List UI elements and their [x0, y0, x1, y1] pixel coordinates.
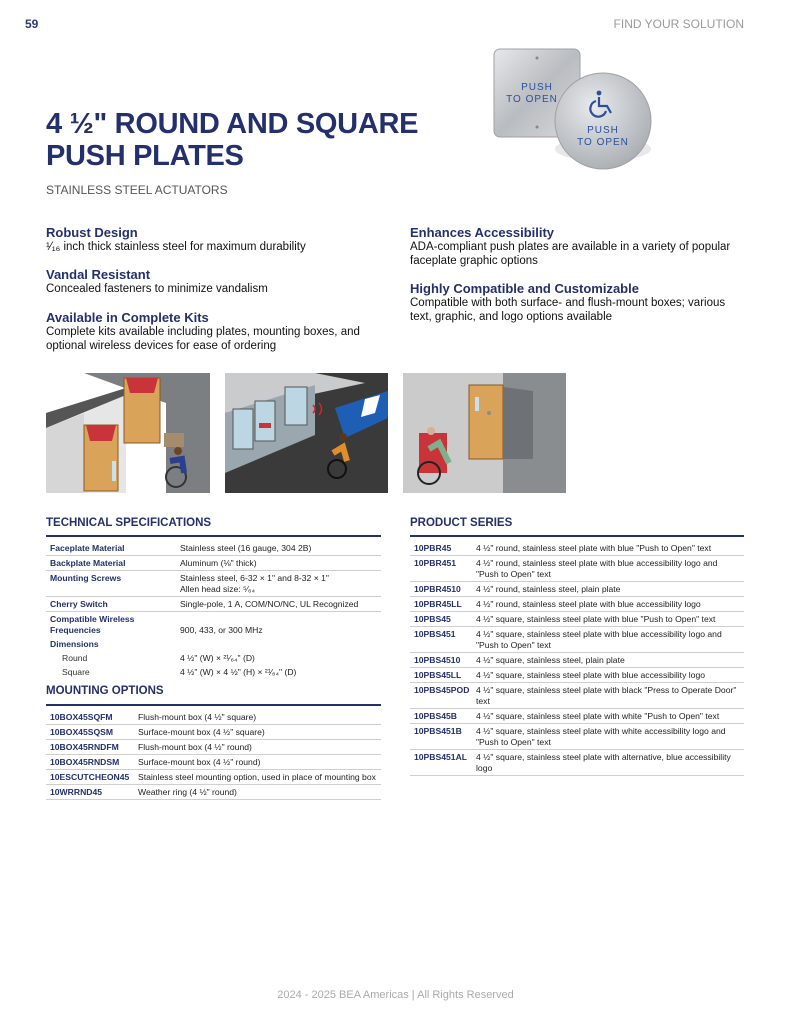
tech-specs-rule [46, 535, 381, 537]
mounting-options-heading: MOUNTING OPTIONS [46, 685, 164, 697]
product-series-heading: PRODUCT SERIES [410, 517, 513, 529]
part-description: 4 ½" round, stainless steel plate with blue accessibility logo and [476, 558, 718, 568]
table-row [46, 651, 381, 665]
table-row [410, 582, 744, 597]
spec-value-2: 900, 433, or 300 MHz [180, 625, 263, 635]
spec-key: Backplate Material [50, 558, 126, 568]
table-row [46, 785, 381, 800]
push-plate-product-image [490, 46, 660, 171]
feature-heading: Vandal Resistant [46, 267, 151, 282]
product-series-rule [410, 535, 744, 537]
feature-heading: Highly Compatible and Customizable [410, 281, 639, 296]
part-number: 10PBS45POD [414, 685, 470, 695]
part-number: 10BOX45SQSM [50, 727, 114, 737]
table-row [410, 709, 744, 724]
part-description: Surface-mount box (4 ½" round) [138, 757, 261, 767]
feature-body: ¹⁄₁₆ inch thick stainless steel for maximum durability [46, 241, 306, 253]
table-row [410, 683, 744, 709]
table-row [410, 668, 744, 683]
spec-key: Square [62, 667, 90, 677]
table-row [46, 770, 381, 785]
table-row [410, 556, 744, 582]
part-description: 4 ½" square, stainless steel plate with blue accessibility logo and [476, 629, 722, 639]
illustration-door-wheelchair-1 [46, 373, 210, 493]
page-title [46, 108, 426, 172]
part-number: 10PBR45 [414, 543, 452, 553]
feature-compatible-customizable [410, 281, 750, 324]
feature-body: Concealed fasteners to minimize vandalism [46, 283, 268, 295]
part-description: 4 ½" square, stainless steel plate with white accessibility logo and [476, 726, 726, 736]
table-row [410, 724, 744, 750]
page-title-line-1: 4 ½" ROUND AND SQUARE [46, 108, 419, 140]
part-description: Flush-mount box (4 ½" square) [138, 712, 257, 722]
part-description: 4 ½" square, stainless steel plate with blue accessibility logo [476, 670, 705, 680]
table-row [46, 556, 381, 571]
table-row [46, 665, 381, 679]
spec-key: Compatible Wireless [50, 614, 135, 624]
spec-key: Faceplate Material [50, 543, 125, 553]
table-row [410, 541, 744, 556]
part-number: 10PBR451 [414, 558, 457, 568]
spec-value: 4 ½" (W) × ²¹⁄₆₄" (D) [180, 653, 255, 663]
part-number: 10WRRND45 [50, 787, 103, 797]
part-number: 10PBS451B [414, 726, 462, 736]
table-row [46, 725, 381, 740]
page-footer: 2024 - 2025 BEA Americas | All Rights Reserved [277, 989, 514, 1001]
table-row [46, 571, 381, 597]
round-plate-text-1: PUSH [587, 125, 619, 136]
part-description: 4 ½" square, stainless steel plate with black "Press to Operate Door" text [476, 685, 737, 706]
table-row [46, 637, 381, 651]
spec-value: Single-pole, 1 A, COM/NO/NC, UL Recognized [180, 599, 359, 609]
spec-value: 4 ½" (W) × 4 ½" (H) × ²¹⁄₆₄" (D) [180, 667, 297, 677]
feature-robust-design [46, 225, 386, 254]
part-number: 10PBS451 [414, 629, 456, 639]
part-number: 10PBS451AL [414, 752, 468, 762]
table-row [410, 612, 744, 627]
tech-specs-table [46, 541, 381, 679]
part-number: 10PBS4510 [414, 655, 461, 665]
table-row [410, 597, 744, 612]
part-number: 10PBS45LL [414, 670, 462, 680]
spec-key: Mounting Screws [50, 573, 122, 583]
section-header: FIND YOUR SOLUTION [613, 17, 744, 31]
part-number: 10PBR45LL [414, 599, 462, 609]
part-description-2: "Push to Open" text [476, 640, 551, 650]
part-number: 10PBS45 [414, 614, 451, 624]
part-number: 10BOX45RNDFM [50, 742, 119, 752]
mounting-options-table [46, 710, 381, 800]
feature-body: Complete kits available including plates, mounting boxes, and optional wireless devices for ease of ordering [46, 326, 360, 352]
page-subtitle: STAINLESS STEEL ACTUATORS [46, 183, 228, 197]
part-description: 4 ½" round, stainless steel, plain plate [476, 584, 621, 594]
part-description: 4 ½" square, stainless steel plate with white "Push to Open" text [476, 711, 720, 721]
part-description: Weather ring (4 ½" round) [138, 787, 237, 797]
part-number: 10PBR4510 [414, 584, 461, 594]
feature-heading: Robust Design [46, 225, 138, 240]
spec-value: Aluminum (⅛" thick) [180, 558, 257, 568]
mounting-options-rule [46, 704, 381, 706]
round-plate-text-2: TO OPEN [577, 137, 629, 148]
feature-heading: Available in Complete Kits [46, 310, 209, 325]
square-plate-text-1: PUSH [521, 82, 553, 93]
table-row [46, 740, 381, 755]
table-row [410, 653, 744, 668]
spec-key: Cherry Switch [50, 599, 108, 609]
table-row [46, 541, 381, 556]
table-row [46, 597, 381, 612]
part-description: 4 ½" round, stainless steel plate with blue accessibility logo [476, 599, 701, 609]
product-series-table [410, 541, 744, 776]
page-number: 59 [25, 17, 39, 31]
part-description: Surface-mount box (4 ½" square) [138, 727, 265, 737]
table-row [46, 755, 381, 770]
part-description: Stainless steel mounting option, used in place of mounting box [138, 772, 376, 782]
tech-specs-heading: TECHNICAL SPECIFICATIONS [46, 517, 212, 529]
part-description: 4 ½" square, stainless steel, plain plate [476, 655, 625, 665]
feature-body: ADA-compliant push plates are available in a variety of popular faceplate graphic options [410, 241, 731, 267]
page-title-line-2: PUSH PLATES [46, 140, 244, 172]
spec-value: Stainless steel (16 gauge, 304 2B) [180, 543, 312, 553]
part-description: 4 ½" round, stainless steel plate with blue "Push to Open" text [476, 543, 712, 553]
spec-key-2: Frequencies [50, 625, 101, 635]
spec-value: Stainless steel, 6-32 × 1" and 8-32 × 1" [180, 573, 329, 583]
table-row [410, 627, 744, 653]
feature-complete-kits [46, 310, 366, 353]
illustration-door-wheelchair-2 [403, 373, 566, 493]
part-description-2: "Push to Open" text [476, 569, 551, 579]
spec-key: Dimensions [50, 639, 99, 649]
table-row [46, 612, 381, 638]
part-description: Flush-mount box (4 ½" round) [138, 742, 252, 752]
illustration-automatic-doors [225, 373, 388, 493]
part-number: 10PBS45B [414, 711, 457, 721]
table-row [410, 750, 744, 776]
part-number: 10BOX45RNDSM [50, 757, 120, 767]
feature-heading: Enhances Accessibility [410, 225, 555, 240]
part-number: 10BOX45SQFM [50, 712, 113, 722]
spec-value-2: Allen head size: ⁵⁄₆₄ [180, 584, 256, 594]
spec-key: Round [62, 653, 88, 663]
table-row [46, 710, 381, 725]
part-number: 10ESCUTCHEON45 [50, 772, 130, 782]
square-plate-text-2: TO OPEN [506, 94, 558, 105]
part-description-2: "Push to Open" text [476, 737, 551, 747]
feature-enhances-accessibility [410, 225, 750, 268]
feature-body: Compatible with both surface- and flush-mount boxes; various text, graphic, and logo options available [410, 297, 726, 323]
feature-vandal-resistant [46, 267, 386, 296]
part-description: 4 ½" square, stainless steel plate with alternative, blue accessibility logo [476, 752, 731, 773]
part-description: 4 ½" square, stainless steel plate with blue "Push to Open" text [476, 614, 716, 624]
